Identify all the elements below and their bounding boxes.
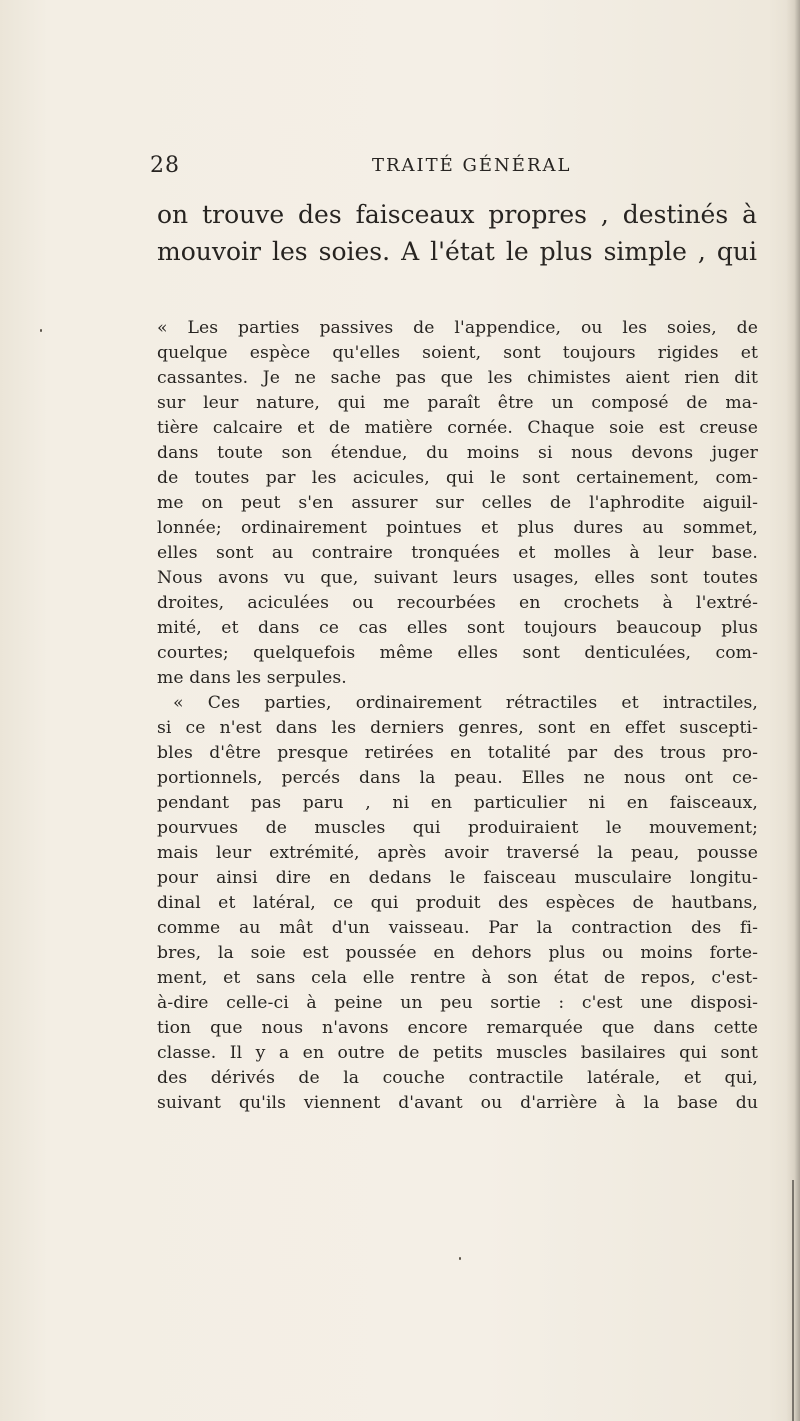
text-line: mais leur extrémité, après avoir traversé la peau, pousse [157,843,758,863]
text-line: de toutes par les acicules, qui le sont certainement, com- [157,468,758,488]
text-line: pour ainsi dire en dedans le faisceau musculaire longitu- [157,868,758,888]
text-line: pourvues de muscles qui produiraient le mouvement; [157,818,758,838]
quoted-passage [157,316,758,1116]
text-line: me on peut s'en assurer sur celles de l'aphrodite aiguil- [157,493,758,513]
running-head [0,153,800,183]
text-line: mité, et dans ce cas elles sont toujours beaucoup plus [157,618,758,638]
text-line: tion que nous n'avons encore remarquée que dans cette [157,1018,758,1038]
text-line: courtes; quelquefois même elles sont denticulées, com- [157,643,758,663]
text-line: « Ces parties, ordinairement rétractiles et intractiles, [173,693,758,713]
text-line: me dans les serpules. [157,668,347,688]
opening-paragraph [157,196,757,270]
text-line: pendant pas paru , ni en particulier ni en faisceaux, [157,793,758,813]
text-line: sur leur nature, qui me paraît être un composé de ma- [157,393,758,413]
text-line: suivant qu'ils viennent d'avant ou d'arrière à la base du [157,1093,758,1113]
text-line: « Les parties passives de l'appendice, ou les soies, de [157,318,758,338]
text-line: classe. Il y a en outre de petits muscles basilaires qui sont [157,1043,758,1063]
text-line: portionnels, percés dans la peau. Elles ne nous ont ce- [157,768,758,788]
text-line: dinal et latéral, ce qui produit des espèces de hautbans, [157,893,758,913]
text-line: des dérivés de la couche contractile latérale, et qui, [157,1068,758,1088]
text-line: lonnée; ordinairement pointues et plus dures au sommet, [157,518,758,538]
text-line: si ce n'est dans les derniers genres, sont en effet suscepti- [157,718,758,738]
text-line: ment, et sans cela elle rentre à son état de repos, c'est- [157,968,758,988]
text-line: à-dire celle-ci à peine un peu sortie : c'est une disposi- [157,993,758,1013]
running-head-title: TRAITÉ GÉNÉRAL [372,155,572,176]
text-line: elles sont au contraire tronquées et molles à leur base. [157,543,758,563]
text-line: on trouve des faisceaux propres , destinés à [157,200,757,229]
text-line: Nous avons vu que, suivant leurs usages, elles sont toutes [157,568,758,588]
text-line: mouvoir les soies. A l'état le plus simple , qui [157,237,757,266]
text-line: quelque espèce qu'elles soient, sont toujours rigides et [157,343,758,363]
text-line: dans toute son étendue, du moins si nous devons juger [157,443,758,463]
page-number: 28 [150,153,180,178]
text-line: tière calcaire et de matière cornée. Chaque soie est creuse [157,418,758,438]
text-line: bres, la soie est poussée en dehors plus ou moins forte- [157,943,758,963]
ink-speck [459,1257,461,1260]
text-line: droites, aciculées ou recourbées en crochets à l'extré- [157,593,758,613]
text-line: comme au mât d'un vaisseau. Par la contraction des fi- [157,918,758,938]
text-line: cassantes. Je ne sache pas que les chimistes aient rien dit [157,368,758,388]
text-line: bles d'être presque retirées en totalité par des trous pro- [157,743,758,763]
page-edge-line [792,1180,794,1421]
ink-speck [40,329,42,332]
